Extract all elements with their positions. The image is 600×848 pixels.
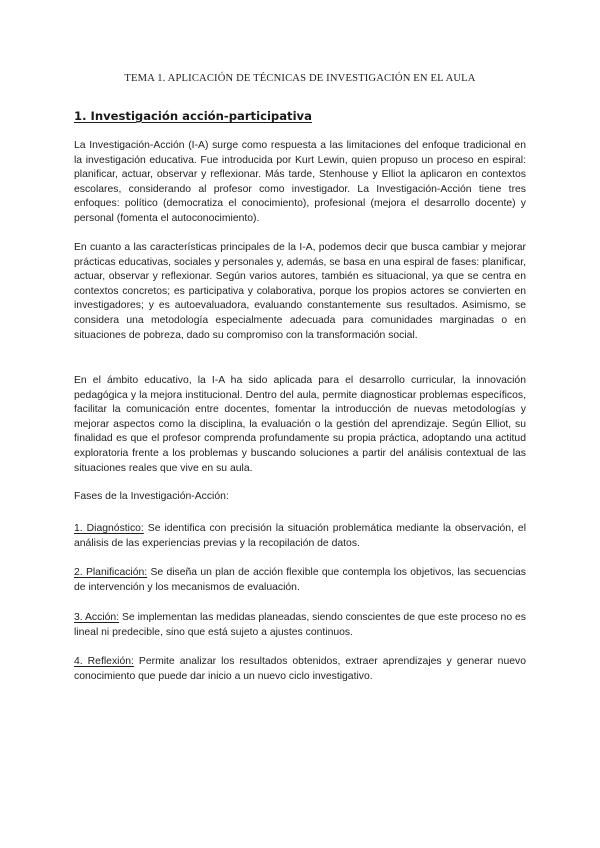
phase-text: Se diseña un plan de acción flexible que contempla los objetivos, las secuencias de intervención y los mecanismos de evaluación. — [74, 567, 526, 593]
section-title: 1. Investigación acción-participativa — [74, 109, 312, 123]
phase-label: 1. Diagnóstico: — [74, 523, 144, 534]
phase-label: 4. Reflexión: — [74, 656, 134, 667]
phase-text: Se identifica con precisión la situación problemática mediante la observación, el análisis de las experiencias previas y la recopilación de datos. — [74, 523, 527, 549]
paragraph-introduction: La Investigación-Acción (I-A) surge como respuesta a las limitaciones del enfoque tradicional en la investigación educativa. Fue introducida por Kurt Lewin, quien propuso un proceso en espiral: planificar, actuar, observar y reflexionar. Más tarde, Stenhouse y Elliot la aplicaron en contextos escolares, considerando al profesor como investigador. La Investigación-Acción tiene tres enfoques: político (democratiza el conocimiento), profesional (mejora el desarrollo docente) y personal (fomenta el autoconocimiento). — [74, 140, 526, 224]
paragraph-characteristics: En cuanto a las características principales de la I-A, podemos decir que busca cambiar y mejorar prácticas educativas, sociales y personales y, además, se basa en una espiral de fases: planificar, actuar, observar y reflexionar. Según varios autores, también es situacional, ya que se centra en contextos concretos; es participativa y colaborativa, porque los propios actores se convierten en investigadores; y es autoevaluadora, evaluando constantemente sus resultados. Asimismo, se considera una metodología especialmente adecuada para comunidades marginadas o en situaciones de pobreza, dado su compromiso con la transformación social. — [74, 242, 526, 341]
phase-label: 2. Planificación: — [74, 567, 148, 578]
phase-diagnosis — [74, 522, 526, 551]
phase-planning — [74, 566, 526, 595]
phases-heading: Fases de la Investigación-Acción: — [74, 491, 229, 502]
paragraph-educational-scope: En el ámbito educativo, la I-A ha sido aplicada para el desarrollo curricular, la innovación pedagógica y la mejora institucional. Dentro del aula, permite diagnosticar problemas específicos, facilitar la comunicación entre docentes, fomentar la introducción de nuevas metodologías y mejorar aspectos como la disciplina, la evaluación o la gestión del aprendizaje. Según Elliot, su finalidad es que el profesor comprenda profundamente su propia práctica, adoptando una actitud exploratoria frente a los problemas y buscando soluciones a partir del análisis contextual de las situaciones reales que vive en su aula. — [74, 375, 526, 474]
phase-reflection — [74, 655, 526, 684]
phase-text: Se implementan las medidas planeadas, siendo conscientes de que este proceso no es lineal ni predecible, sino que está sujeto a ajustes continuos. — [74, 612, 526, 638]
phase-text: Permite analizar los resultados obtenidos, extraer aprendizajes y generar nuevo conocimiento que puede dar inicio a un nuevo ciclo investigativo. — [74, 656, 526, 682]
phase-label: 3. Acción: — [74, 612, 120, 623]
phase-action — [74, 611, 526, 640]
document-title: TEMA 1. APLICACIÓN DE TÉCNICAS DE INVESTIGACIÓN EN EL AULA — [124, 73, 476, 84]
